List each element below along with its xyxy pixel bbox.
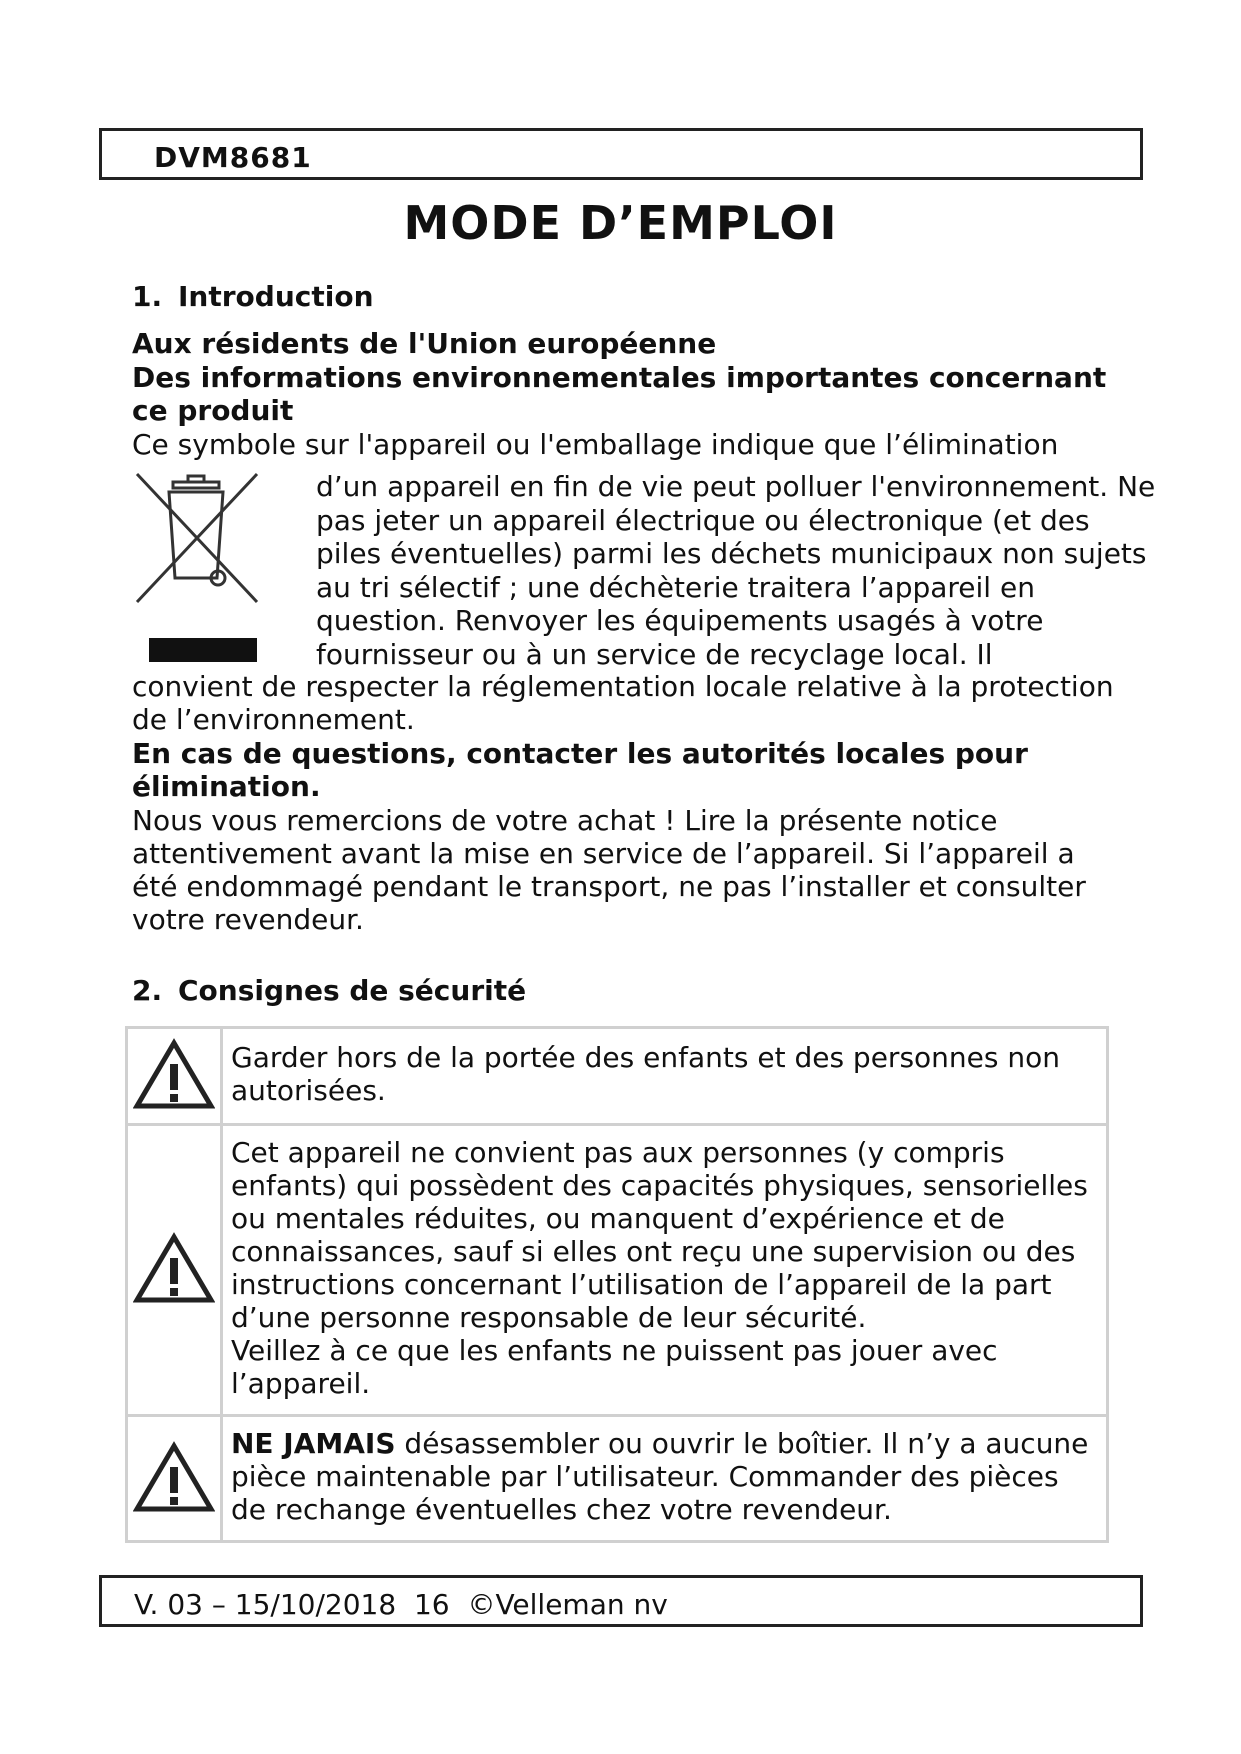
footer-version: V. 03 – 15/10/2018: [134, 1588, 397, 1621]
safety-text: [222, 1028, 1108, 1125]
page-title: MODE D’EMPLOI: [403, 196, 838, 250]
env-heading: Des informations environnementales importantes concernant ce produit: [132, 361, 1107, 427]
safety-table: [125, 1026, 1109, 1543]
section-2-title: Consignes de sécurité: [178, 974, 527, 1007]
safety-row: [127, 1125, 1108, 1416]
warning-triangle-icon: [133, 1038, 215, 1110]
safety-text-3: désassembler ou ouvrir le boîtier. Il n’y a aucune pièce maintenable par l’utilisateur. Commander des pièces de rechange éventuelles chez votre revendeur.: [231, 1427, 1089, 1526]
section-2-number: 2.: [132, 974, 163, 1007]
section-1-heading: [132, 280, 374, 313]
questions-notice: En cas de questions, contacter les autorités locales pour élimination.: [132, 737, 1028, 803]
never-emphasis: NE JAMAIS: [231, 1427, 396, 1460]
thanks-notice: Nous vous remercions de votre achat ! Lire la présente notice attentivement avant la mise en service de l’appareil. Si l’appareil a été endommagé pendant le transport, ne pas l’installer et consulter votre revendeur.: [132, 804, 1086, 936]
safety-icon-cell: [127, 1416, 222, 1542]
weee-continued: convient de respecter la réglementation locale relative à la protection de l’environnement.: [132, 670, 1114, 736]
safety-text: [222, 1125, 1108, 1416]
safety-text: [222, 1416, 1108, 1542]
footer-text: [134, 1588, 668, 1621]
footer-copyright: ©Velleman nv: [467, 1588, 668, 1621]
header-box: [99, 128, 1143, 180]
crossed-out-wheelie-bin-icon: [133, 470, 273, 670]
footer-page-number: 16: [413, 1588, 450, 1621]
safety-text-2: Cet appareil ne convient pas aux personnes (y compris enfants) qui possèdent des capacités physiques, sensorielles ou mentales réduites, ou manquent d’expérience et de connaissances, sauf si elles ont reçu une supervision ou des instructions concernant l’utilisation de l’appareil de la part d’une personne responsable de leur sécurité.: [231, 1136, 1088, 1334]
safety-icon-cell: [127, 1028, 222, 1125]
safety-text-1: Garder hors de la portée des enfants et des personnes non autorisées.: [231, 1041, 1060, 1107]
safety-row: [127, 1028, 1108, 1125]
section-1-number: 1.: [132, 280, 163, 313]
model-number: DVM8681: [154, 141, 312, 174]
safety-text-2b: Veillez à ce que les enfants ne puissent pas jouer avec l’appareil.: [231, 1334, 998, 1400]
footer-box: [99, 1575, 1143, 1627]
section-1-title: Introduction: [178, 280, 374, 313]
warning-triangle-icon: [133, 1232, 215, 1304]
warning-triangle-icon: [133, 1441, 215, 1513]
weee-text: d’un appareil en fin de vie peut polluer l'environnement. Ne pas jeter un appareil électrique ou électronique (et des piles éventuelles) parmi les déchets municipaux non sujets au tri sélectif ; une déchèterie traitera l’appareil en question. Renvoyer les équipements usagés à votre fournisseur ou à un service de recyclage local. Il: [316, 470, 1156, 671]
symbol-intro: Ce symbole sur l'appareil ou l'emballage indique que l’élimination: [132, 428, 1059, 461]
safety-icon-cell: [127, 1125, 222, 1416]
section-2-heading: [132, 974, 526, 1007]
safety-row: [127, 1416, 1108, 1542]
eu-heading: Aux résidents de l'Union européenne: [132, 327, 717, 360]
